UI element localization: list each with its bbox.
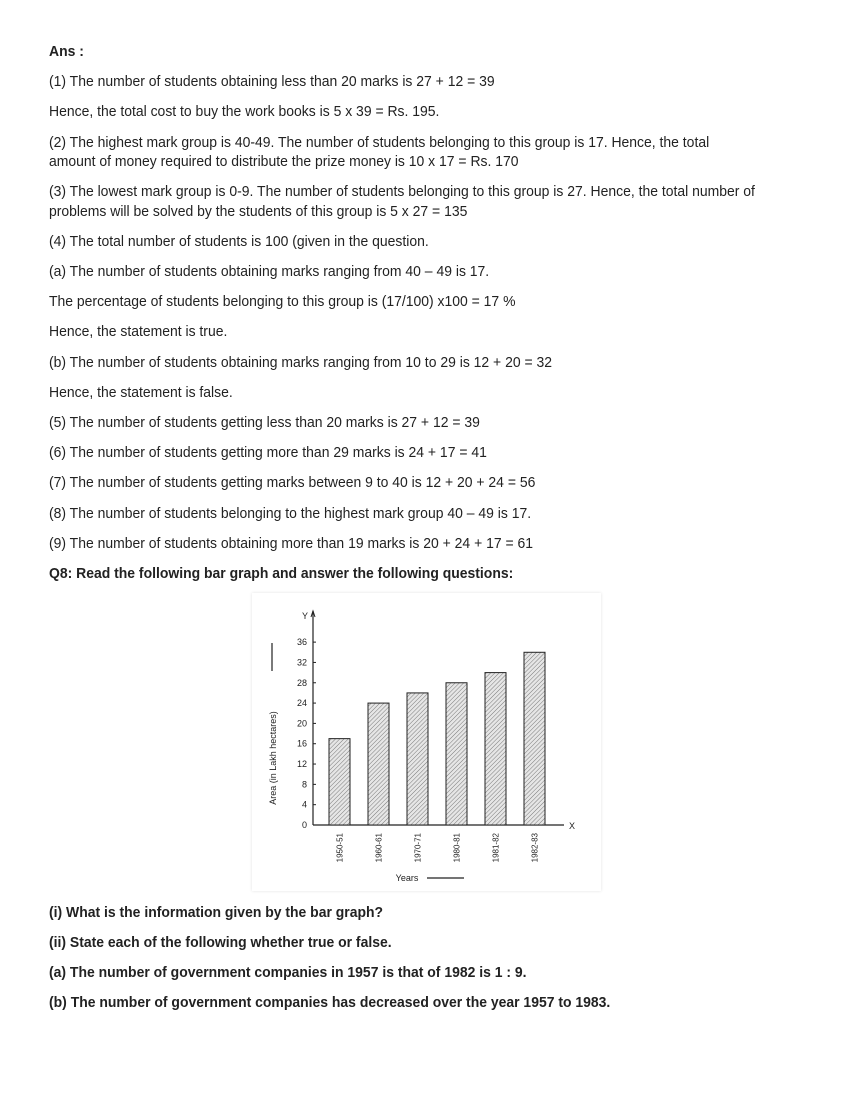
x-tick-label: 1950-51 xyxy=(335,833,345,863)
x-tick-label: 1970-71 xyxy=(413,833,423,863)
answer-line: (2) The highest mark group is 40-49. The number of students belonging to this group is 17. Hence, the total xyxy=(49,134,710,151)
y-tick-label: 0 xyxy=(301,820,307,830)
answer-line: (b) The number of students obtaining marks ranging from 10 to 29 is 12 + 20 = 32 xyxy=(49,354,553,371)
bar xyxy=(407,693,428,825)
bar xyxy=(485,673,506,825)
x-tick-label: 1981-82 xyxy=(491,833,501,863)
answer-line: Hence, the statement is true. xyxy=(49,323,228,340)
answer-line: (6) The number of students getting more than 29 marks is 24 + 17 = 41 xyxy=(49,444,487,461)
y-tick-label: 20 xyxy=(296,718,307,729)
y-tick-label: 28 xyxy=(296,677,307,688)
y-tick-label: 12 xyxy=(296,759,307,770)
y-tick-label: 32 xyxy=(296,657,307,668)
y-tick-label: 36 xyxy=(296,637,307,648)
answers-heading: Ans : xyxy=(49,43,84,60)
answer-line: (9) The number of students obtaining more than 19 marks is 20 + 24 + 17 = 61 xyxy=(49,535,534,552)
bar xyxy=(329,739,350,825)
question-part: (i) What is the information given by the bar graph? xyxy=(49,904,384,921)
x-tick-label: 1980-81 xyxy=(452,833,462,863)
y-axis-letter: Y xyxy=(301,611,309,621)
answer-line: Hence, the statement is false. xyxy=(49,384,233,401)
bar-chart xyxy=(252,593,601,891)
question-part: (b) The number of government companies has decreased over the year 1957 to 1983. xyxy=(49,994,611,1011)
question-part: (a) The number of government companies in 1957 is that of 1982 is 1 : 9. xyxy=(49,964,527,981)
question-title: Q8: Read the following bar graph and answer the following questions: xyxy=(49,565,514,582)
y-axis-title: Area (in Lakh hectares) xyxy=(268,711,278,805)
y-tick-label: 24 xyxy=(296,698,307,709)
answer-line: (7) The number of students getting marks between 9 to 40 is 12 + 20 + 24 = 56 xyxy=(49,474,536,491)
answer-line: (a) The number of students obtaining marks ranging from 40 – 49 is 17. xyxy=(49,263,490,280)
answer-line: Hence, the total cost to buy the work books is 5 x 39 = Rs. 195. xyxy=(49,103,440,120)
y-tick-label: 4 xyxy=(301,799,307,810)
answer-line: (4) The total number of students is 100 (given in the question. xyxy=(49,233,429,250)
question-part: (ii) State each of the following whether true or false. xyxy=(49,934,392,951)
answer-line: The percentage of students belonging to this group is (17/100) x100 = 17 % xyxy=(49,293,516,310)
y-tick-label: 8 xyxy=(301,779,307,790)
x-axis-letter: X xyxy=(569,821,576,831)
answer-line: problems will be solved by the students of this group is 5 x 27 = 135 xyxy=(49,203,468,220)
y-tick-label: 16 xyxy=(296,738,307,749)
bar xyxy=(446,683,467,825)
x-axis-title: Years xyxy=(395,873,419,883)
bar-chart-figure xyxy=(252,593,601,891)
bar xyxy=(368,703,389,825)
x-tick-label: 1982-83 xyxy=(530,833,540,863)
answer-line: (3) The lowest mark group is 0-9. The number of students belonging to this group is 27. Hence, the total number of xyxy=(49,183,755,200)
answer-line: (1) The number of students obtaining less than 20 marks is 27 + 12 = 39 xyxy=(49,73,495,90)
answer-line: (8) The number of students belonging to the highest mark group 40 – 49 is 17. xyxy=(49,505,532,522)
answer-line: (5) The number of students getting less than 20 marks is 27 + 12 = 39 xyxy=(49,414,480,431)
bar xyxy=(524,652,545,825)
answer-line: amount of money required to distribute the prize money is 10 x 17 = Rs. 170 xyxy=(49,153,519,170)
x-tick-label: 1960-61 xyxy=(374,833,384,863)
